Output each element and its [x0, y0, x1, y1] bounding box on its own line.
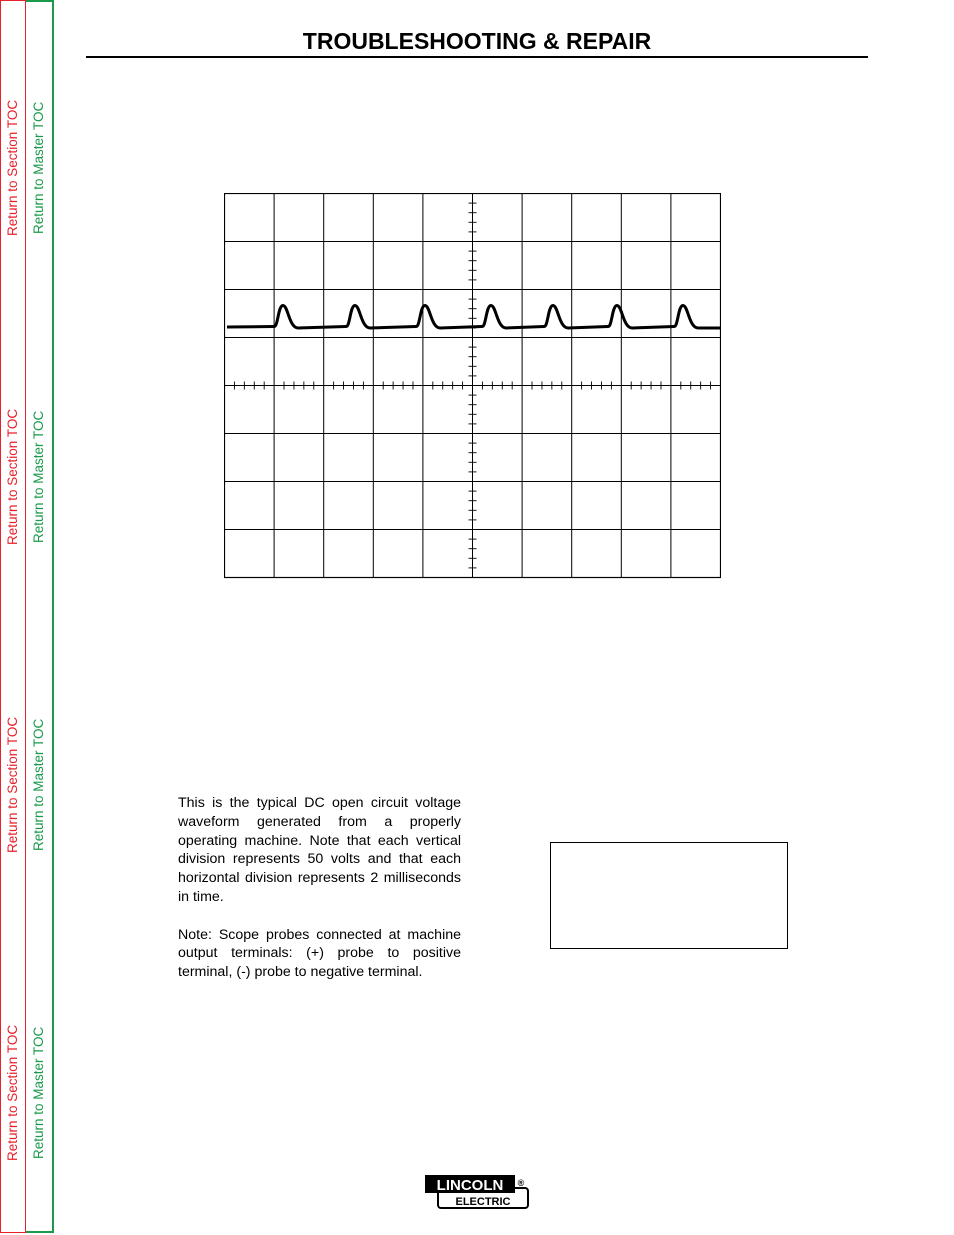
- return-to-section-toc-link-4[interactable]: Return to Section TOC: [5, 1024, 20, 1161]
- return-to-master-toc-link-4[interactable]: Return to Master TOC: [31, 1026, 46, 1159]
- waveform-description: [178, 794, 461, 1001]
- lincoln-electric-logo: [424, 1174, 530, 1210]
- logo-top-text: LINCOLN: [436, 1177, 504, 1194]
- description-paragraph-2: Note: Scope probes connected at machine output terminals: (+) probe to positive terminal, (-) probe to negative terminal.: [178, 926, 461, 981]
- return-to-master-toc-link-3[interactable]: Return to Master TOC: [31, 718, 46, 851]
- oscilloscope-waveform: [224, 193, 721, 579]
- return-to-section-toc-link-1[interactable]: Return to Section TOC: [5, 99, 20, 236]
- description-paragraph-1: This is the typical DC open circuit voltage waveform generated from a properly operating machine. Note that each vertical division represents 50 volts and that each horizontal division represents 2 milliseconds in time.: [178, 795, 461, 905]
- return-to-section-toc-link-3[interactable]: Return to Section TOC: [5, 716, 20, 853]
- logo-bottom-text: ELECTRIC: [455, 1196, 511, 1208]
- header-rule: [86, 56, 868, 58]
- return-to-master-toc-link-1[interactable]: Return to Master TOC: [31, 101, 46, 234]
- logo-registered-mark: ®: [517, 1178, 525, 1188]
- return-to-master-toc-link-2[interactable]: Return to Master TOC: [31, 410, 46, 543]
- return-to-section-toc-link-2[interactable]: Return to Section TOC: [5, 408, 20, 545]
- scope-settings-box: [550, 842, 788, 949]
- page-title: TROUBLESHOOTING & REPAIR: [302, 28, 652, 54]
